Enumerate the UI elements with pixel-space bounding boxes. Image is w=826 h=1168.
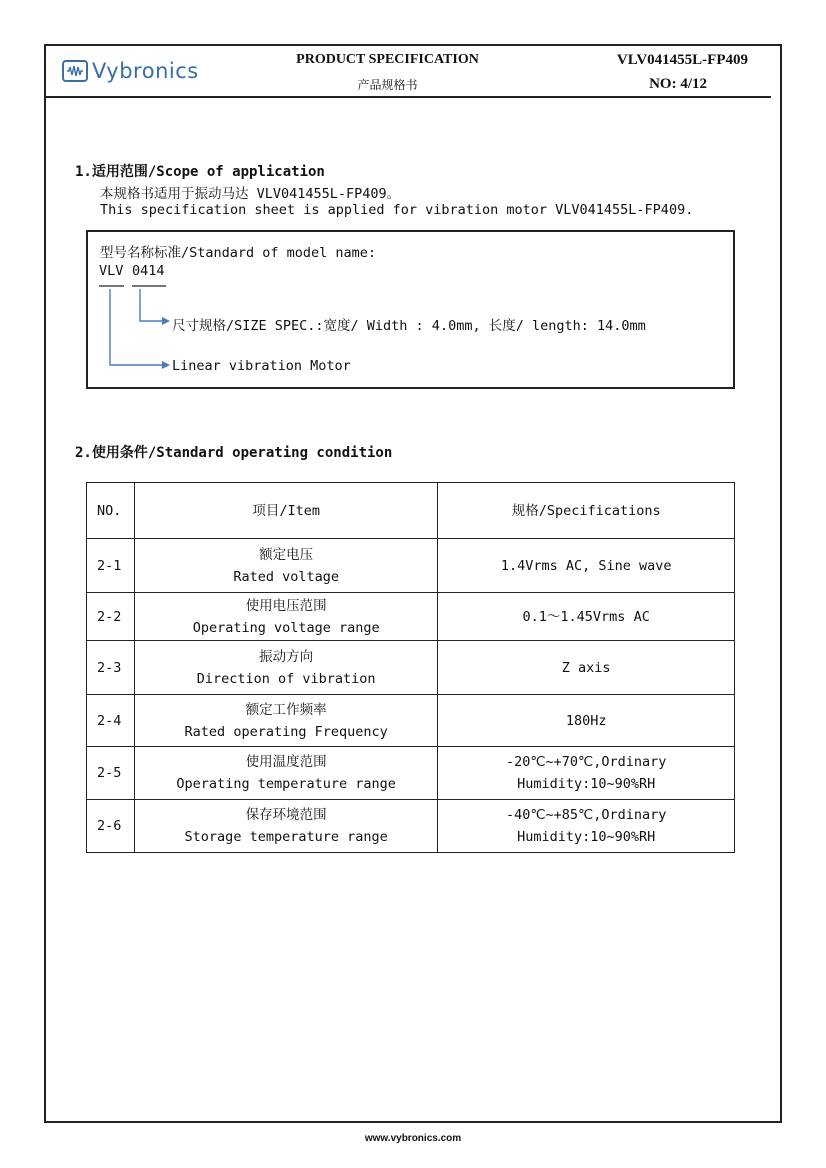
row-spec-line2: Humidity:10~90%RH	[517, 829, 656, 845]
column-header-item: 项目/Item	[134, 483, 437, 539]
row-item	[134, 641, 437, 695]
row-item-cn: 保存环境范围	[245, 807, 327, 823]
table-row	[87, 593, 735, 641]
doc-title: PRODUCT SPECIFICATION	[296, 52, 479, 67]
row-no: 2-5	[87, 747, 135, 800]
row-item-en: Rated voltage	[233, 568, 339, 585]
row-item-cn: 使用电压范围	[245, 597, 327, 614]
row-spec	[438, 593, 735, 641]
row-no: 2-6	[87, 800, 135, 853]
table-row	[87, 800, 735, 853]
row-item	[134, 593, 437, 641]
row-spec	[438, 695, 735, 747]
row-no: 2-2	[87, 593, 135, 641]
footer-url[interactable]: www.vybronics.com	[364, 1133, 462, 1144]
row-no: 2-4	[87, 695, 135, 747]
row-spec-line1: -20℃~+70℃,Ordinary	[505, 754, 667, 770]
row-spec-line2: Humidity:10~90%RH	[517, 776, 656, 792]
row-spec-line1: 1.4Vrms AC, Sine wave	[500, 557, 672, 574]
row-item	[134, 695, 437, 747]
row-item-en: Operating voltage range	[192, 619, 380, 636]
row-spec	[438, 747, 735, 800]
table-row	[87, 695, 735, 747]
row-item-cn: 额定工作频率	[245, 701, 327, 718]
row-no: 2-1	[87, 539, 135, 593]
table-row	[87, 747, 735, 800]
row-spec	[438, 539, 735, 593]
model-code-part1: VLV	[99, 263, 124, 279]
row-item-en: Operating temperature range	[176, 776, 396, 792]
row-spec-line1: 180Hz	[565, 712, 607, 729]
section2-heading: 2.使用条件/Standard operating condition	[75, 445, 393, 461]
table-row	[87, 539, 735, 593]
row-spec	[438, 800, 735, 853]
row-spec-line1: Z axis	[561, 659, 611, 676]
row-item-en: Storage temperature range	[184, 829, 388, 845]
table-row	[87, 641, 735, 695]
row-spec-line1: -40℃~+85℃,Ordinary	[505, 807, 667, 823]
row-item-cn: 使用温度范围	[245, 754, 327, 770]
row-item	[134, 539, 437, 593]
table-header-row	[87, 483, 735, 539]
row-no: 2-3	[87, 641, 135, 695]
logo-text: Vybronics	[92, 59, 199, 83]
model-code-part2: 0414	[132, 263, 165, 279]
column-header-spec: 规格/Specifications	[438, 483, 735, 539]
size-spec-text: 尺寸规格/SIZE SPEC.:宽度/ Width : 4.0mm, 长度/ length: 14.0mm	[172, 318, 646, 334]
motor-type-text: Linear vibration Motor	[172, 358, 351, 374]
scope-text-cn: 本规格书适用于振动马达 VLV041455L-FP409。	[100, 186, 401, 202]
row-spec-line1: 0.1～1.45Vrms AC	[522, 608, 650, 625]
operating-condition-table	[86, 482, 735, 853]
row-item	[134, 747, 437, 800]
scope-text-en: This specification sheet is applied for vibration motor VLV041455L-FP409.	[100, 202, 694, 218]
doc-subtitle: 产品规格书	[357, 78, 418, 92]
row-item-en: Rated operating Frequency	[184, 723, 388, 740]
row-item	[134, 800, 437, 853]
page-number: NO: 4/12	[649, 76, 707, 92]
model-box-title: 型号名称标准/Standard of model name:	[100, 245, 377, 261]
row-item-en: Direction of vibration	[196, 670, 376, 687]
row-item-cn: 额定电压	[259, 546, 314, 563]
row-item-cn: 振动方向	[259, 648, 314, 665]
row-spec	[438, 641, 735, 695]
section1-heading: 1.适用范围/Scope of application	[75, 164, 325, 180]
model-number: VLV041455L-FP409	[616, 52, 748, 68]
column-header-no: NO.	[87, 483, 135, 539]
